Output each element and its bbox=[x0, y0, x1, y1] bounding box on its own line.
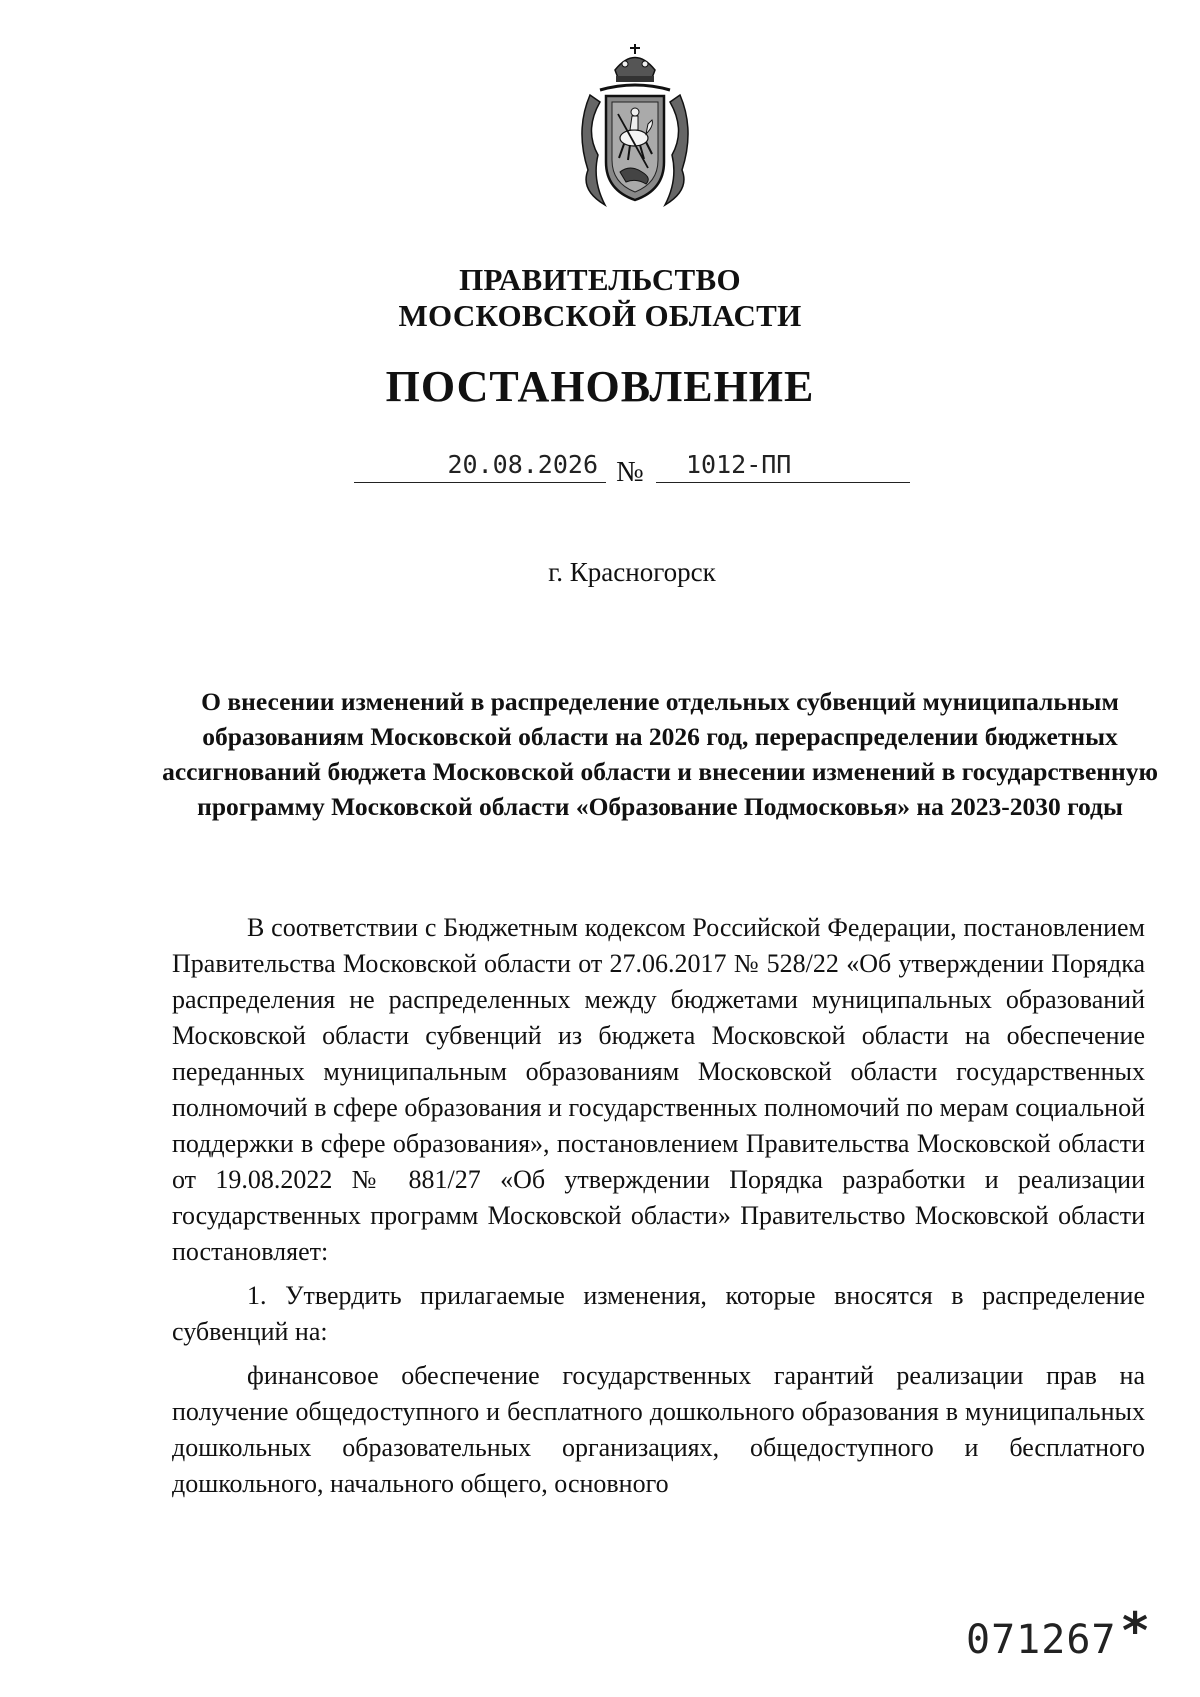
document-date-field: 20.08.2026 bbox=[354, 447, 606, 483]
document-body bbox=[172, 910, 1145, 1510]
number-sign: № bbox=[616, 456, 644, 488]
body-preamble-paragraph: В соответствии с Бюджетным кодексом Российской Федерации, постановлением Правительства Московской области от 27.06.2017 № 528/22 «Об утверждении Порядка распределения не распределенных между бюджетами муниципальных образований Московской области субвенций из бюджета Московской области на обеспечение переданных муниципальным образованиям Московской области государственных полномочий в сфере образования и государственных полномочий по мерам социальной поддержки в сфере образования», постановлением Правительства Московской области от 19.08.2022 № 881/27 «Об утверждении Порядка разработки и реализации государственных программ Московской области» Правительство Московской области постановляет: bbox=[172, 913, 1145, 1266]
document-serial-code: 071267 bbox=[966, 1617, 1117, 1663]
issuing-city: г. Красногорск bbox=[548, 557, 716, 587]
government-name-line1: ПРАВИТЕЛЬСТВО bbox=[459, 262, 741, 297]
footer-asterisk-mark: * bbox=[1122, 1602, 1149, 1660]
government-name-line2: МОСКОВСКОЙ ОБЛАСТИ bbox=[398, 298, 802, 333]
document-number-field: 1012-ПП bbox=[656, 447, 910, 483]
body-item-1-paragraph: 1. Утвердить прилагаемые изменения, которые вносятся в распределение субвенций на: bbox=[172, 1281, 1145, 1346]
moscow-oblast-coat-of-arms-icon bbox=[570, 40, 700, 215]
document-type-title: ПОСТАНОВЛЕНИЕ bbox=[385, 362, 815, 411]
body-item-1-subparagraph: финансовое обеспечение государственных гарантий реализации прав на получение общедоступного и бесплатного дошкольного образования в муниципальных дошкольных образовательных организациях, общедоступного и бесплатного дошкольного, начального общего, основного bbox=[172, 1361, 1145, 1498]
document-subject-heading: О внесении изменений в распределение отдельных субвенций муниципальным образованиям Московской области на 2026 год, перераспределении бюджетных ассигнований бюджета Московской области и внесении изменений в государственную программу Московской области «Образование Подмосковья» на 2023-2030 годы bbox=[162, 687, 1158, 821]
